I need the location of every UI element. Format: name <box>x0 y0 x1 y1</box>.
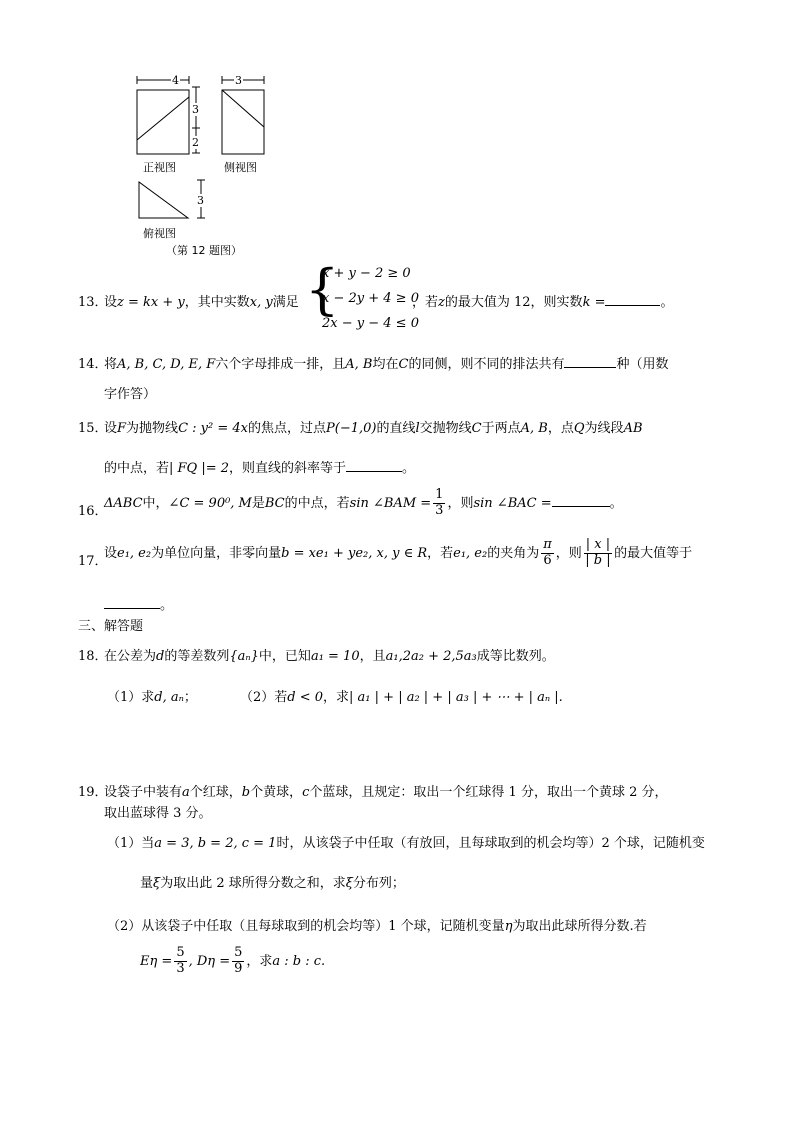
q16-c: 的中点，若 <box>284 495 350 511</box>
q17-angle-fraction <box>541 538 554 569</box>
q17-absb: | b | <box>585 552 611 568</box>
q17-b: 为单位向量，非零向量 <box>151 545 282 561</box>
q16-a: 中， <box>142 495 169 511</box>
q16-end: 。 <box>609 495 623 511</box>
q14-answer-blank[interactable] <box>564 355 616 368</box>
q19-t2: 个黄球， <box>250 785 303 800</box>
q19-fraction-2 <box>232 946 244 977</box>
q19-c: c <box>302 785 310 800</box>
q14-letters: A, B, C, D, E, F <box>117 357 216 372</box>
q18-p1e: ； <box>183 690 197 705</box>
q14-line-1 <box>104 353 668 372</box>
q17-e: ，则 <box>555 545 582 561</box>
q14-e: 种（用数 <box>616 357 669 372</box>
q13-post: ，若 <box>412 295 439 310</box>
q17-c: ，若 <box>427 545 454 561</box>
q15-F: F <box>117 421 127 436</box>
q18-p2sum: | a₁ | + | a₂ | + | a₃ | + ⋯ + | aₙ |. <box>349 690 563 705</box>
dim-side-width: 3 <box>235 74 242 87</box>
q18-f: 成等比数列。 <box>476 649 555 664</box>
q15-f: 于两点 <box>481 421 521 436</box>
q17-end: 。 <box>160 598 174 613</box>
q19-a: a <box>182 785 190 800</box>
q16-line <box>104 488 623 519</box>
q17-e12b: e₁, e₂ <box>453 545 488 561</box>
dim-top-height: 3 <box>197 194 204 207</box>
q19-line1: 设袋子中装有 <box>104 785 183 800</box>
q15-line2b: ，则直线的斜率等于 <box>229 461 347 476</box>
q15-a: 设 <box>104 421 118 436</box>
section-3-heading: 三、解答题 <box>78 619 144 634</box>
q16-sin2: sin ∠BAC = <box>473 495 552 511</box>
q13-end: 。 <box>660 295 674 310</box>
q18-c: 中，已知 <box>258 649 311 664</box>
q18-an: {aₙ} <box>229 649 259 664</box>
q17-f: 的最大值等于 <box>614 545 693 561</box>
q19-xi2: ξ <box>345 876 353 891</box>
dim-lower: 2 <box>192 136 199 149</box>
q18-a: 在公差为 <box>104 649 157 664</box>
label-front-view: 正视图 <box>143 161 176 174</box>
q13-eq: z = kx + y <box>117 295 185 310</box>
q13-mid: ，其中实数 <box>184 295 250 310</box>
q15-d: 的直线 <box>376 421 416 436</box>
q16-num: 1 <box>435 487 444 502</box>
q19-n1: 5 <box>176 945 185 960</box>
q19-line-1 <box>104 781 668 800</box>
q18-a1: a₁ = 10 <box>310 649 360 664</box>
q19-p1v: a = 3, b = 2, c = 1 <box>154 836 277 851</box>
q14-ab: A, B <box>345 357 373 372</box>
q14-c: 均在 <box>372 357 399 372</box>
q15-answer-blank[interactable] <box>346 459 402 472</box>
q16-tri: ΔABC <box>104 495 143 511</box>
q19-fraction-1 <box>174 946 186 977</box>
dim-front-width: 4 <box>172 74 179 87</box>
q13-satisfy: 满足 <box>272 295 299 310</box>
q19-p1d: 为取出此 2 球所得分数之和，求 <box>160 876 346 891</box>
q19-Eeta: Eη = <box>140 953 173 969</box>
q18-p1: （1）求 <box>107 690 155 705</box>
q19-p1c: 量 <box>140 876 154 891</box>
q19-part-1-line-1 <box>107 832 705 851</box>
q19-Deta: , Dη = <box>188 953 231 969</box>
q15-b: 为抛物线 <box>126 421 179 436</box>
q13-text-b <box>412 291 673 310</box>
q15-Q: Q <box>573 421 585 436</box>
q19-xi: ξ <box>153 876 161 891</box>
dim-upper: 3 <box>192 103 199 116</box>
q15-C: C <box>471 421 482 436</box>
q13-number: 13． <box>78 295 108 310</box>
q13-constraint-3: 2x − y − 4 ≤ 0 <box>322 316 419 331</box>
q19-part-2-line-1 <box>107 915 647 934</box>
q17-bvec: b = xe₁ + ye₂, x, y ∈ R <box>281 545 428 561</box>
q18-part-1 <box>107 686 197 705</box>
q16-angle: ∠C = 90⁰, M <box>168 495 252 511</box>
q19-b: b <box>241 785 251 800</box>
top-view-drawing <box>130 174 220 224</box>
q14-number: 14． <box>78 357 108 372</box>
q15-line-1 <box>104 417 643 436</box>
q14-d: 的同侧，则不同的排法共有 <box>408 357 565 372</box>
q16-b: 是 <box>251 495 265 511</box>
q15-h: 为线段 <box>584 421 624 436</box>
q15-P: P(−1,0) <box>326 421 377 436</box>
q18-number: 18． <box>78 649 108 664</box>
q19-p2c: ，求 <box>246 953 273 969</box>
q15-AB2: AB <box>623 421 643 436</box>
q18-e: ，且 <box>359 649 386 664</box>
q15-line2a: 的中点，若 <box>104 461 170 476</box>
q14-cvar: C <box>398 357 409 372</box>
q19-p2a: （2）从该袋子中任取（且每球取到的机会均等）1 个球，记随机变量 <box>107 919 505 934</box>
q15-l: l <box>415 421 420 436</box>
q15-FQ: | FQ |= 2 <box>169 461 230 476</box>
q19-p1a: （1）当 <box>107 836 155 851</box>
q19-ratio: a : b : c. <box>272 953 326 969</box>
q18-p2b: ，求 <box>323 690 350 705</box>
q17-answer-blank[interactable] <box>104 596 160 609</box>
q16-fraction <box>433 488 445 519</box>
q17-number: 17． <box>78 554 108 569</box>
q13-text-a <box>104 291 299 310</box>
q18-p2d: d < 0 <box>287 690 324 705</box>
q17-a: 设 <box>104 545 118 561</box>
q17-pi: π <box>543 537 552 552</box>
q16-den: 3 <box>435 502 444 518</box>
q16-number: 16． <box>78 504 108 519</box>
q18-p1v: d, aₙ <box>154 690 184 705</box>
q13-pre: 设 <box>104 295 118 310</box>
q15-c: 的焦点，过点 <box>247 421 326 436</box>
q16-BC: BC <box>264 495 285 511</box>
q19-t3: 个蓝球，且规定：取出一个红球得 1 分，取出一个黄球 2 分， <box>309 785 668 800</box>
q15-line-2 <box>104 457 415 476</box>
q17-d: 的夹角为 <box>487 545 540 561</box>
q13-answer-blank[interactable] <box>605 293 660 306</box>
q15-AB: A, B <box>520 421 548 436</box>
q17-line-1 <box>104 538 692 569</box>
q19-part-2-line-2 <box>140 946 325 977</box>
q19-p1e: 分布列； <box>352 876 405 891</box>
q16-answer-blank[interactable] <box>552 494 610 507</box>
q18-b: 的等差数列 <box>164 649 230 664</box>
q18-d: d <box>156 649 165 664</box>
q17-line-2 <box>104 594 173 613</box>
q13-k: k = <box>582 295 606 310</box>
q13-constraint-1: x + y − 2 ≥ 0 <box>322 266 411 281</box>
q19-number: 19． <box>78 785 108 800</box>
q19-line-2: 取出蓝球得 3 分。 <box>104 806 212 821</box>
label-top-view: 俯视图 <box>143 227 176 240</box>
figure-caption: （第 12 题图） <box>166 244 242 257</box>
q18-seq: a₁,2a₂ + 2,5a₃ <box>385 649 477 664</box>
q16-d: ，则 <box>447 495 474 511</box>
q14-b: 六个字母排成一排，且 <box>215 357 346 372</box>
q18-line-1 <box>104 645 555 664</box>
q17-e12: e₁, e₂ <box>117 545 152 561</box>
q13-z: z <box>438 295 445 310</box>
q14-line-2: 字作答） <box>104 387 157 402</box>
q13-vars: x, y <box>249 295 273 310</box>
label-side-view: 侧视图 <box>224 161 257 174</box>
q15-end: 。 <box>402 461 416 476</box>
q19-t1: 个红球， <box>189 785 242 800</box>
q15-number: 15． <box>78 421 108 436</box>
side-view-drawing <box>214 72 274 164</box>
q17-absx: | x | <box>585 537 611 552</box>
q19-eta: η <box>504 919 513 934</box>
q19-d2: 9 <box>234 960 243 976</box>
q15-parabola: C : y² = 4x <box>178 421 248 436</box>
q19-p2b: 为取出此球所得分数.若 <box>512 919 647 934</box>
q19-p1b: 时，从该袋子中任取（有放回，且每球取到的机会均等）2 个球，记随机变 <box>276 836 705 851</box>
q13-constraint-2: x − 2y + 4 ≥ 0 <box>322 291 419 306</box>
q17-six: 6 <box>543 552 552 568</box>
q18-part-2 <box>240 686 563 705</box>
q15-g: ，点 <box>547 421 574 436</box>
q13-brace: { <box>305 258 340 321</box>
q19-d1: 3 <box>176 960 185 976</box>
q19-n2: 5 <box>234 945 243 960</box>
q17-ratio-fraction <box>584 538 612 569</box>
q18-p2: （2）若 <box>240 690 288 705</box>
q13-post2: 的最大值为 12，则实数 <box>444 295 583 310</box>
q14-a: 将 <box>104 357 118 372</box>
q16-sin1: sin ∠BAM = <box>349 495 432 511</box>
q19-part-1-line-2 <box>140 872 405 891</box>
q15-e: 交抛物线 <box>419 421 472 436</box>
